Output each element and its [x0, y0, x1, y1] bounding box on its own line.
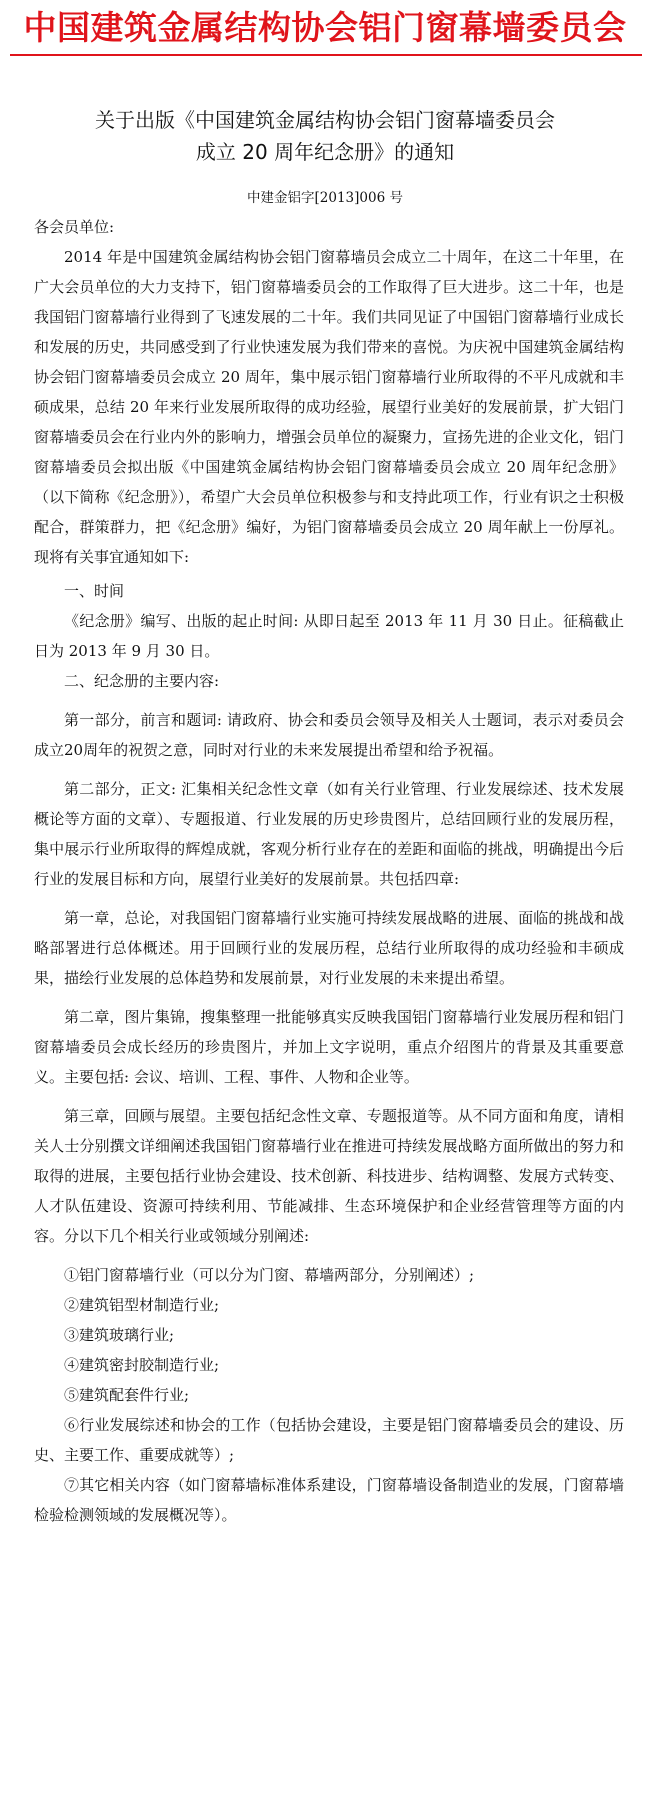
salutation: 各会员单位: — [34, 218, 115, 236]
list-item-1: ①铝门窗幕墙行业（可以分为门窗、幕墙两部分，分别阐述）; — [64, 1266, 475, 1284]
notice-title-line-1: 关于出版《中国建筑金属结构协会铝门窗幕墙委员会 — [95, 108, 555, 132]
section-2-heading: 二、纪念册的主要内容: — [64, 672, 220, 690]
part-1-paragraph: 第一部分，前言和题词: 请政府、协会和委员会领导及相关人士题词，表示对委员会成立20周年的祝贺之意，同时对行业的未来发展提出希望和给予祝福。 — [34, 711, 624, 759]
notice-title-line-2: 成立 20 周年纪念册》的通知 — [195, 140, 455, 164]
masthead-title: 中国建筑金属结构协会铝门窗幕墙委员会 — [23, 8, 627, 47]
chapter-3-paragraph: 第三章，回顾与展望。主要包括纪念性文章、专题报道等。从不同方面和角度，请相关人士分别撰文详细阐述我国铝门窗幕墙行业在推进可持续发展战略方面所做出的努力和取得的进展，主要包括行业协会建设、技术创新、科技进步、结构调整、发展方式转变、人才队伍建设、资源可持续利用、节能减排、生态环境保护和企业经营管理等方面的内容。分以下几个相关行业或领域分别阐述: — [34, 1107, 624, 1245]
part-2-paragraph: 第二部分，正文: 汇集相关纪念性文章（如有关行业管理、行业发展综述、技术发展概论等方面的文章）、专题报道、行业发展的历史珍贵图片，总结回顾行业的发展历程，集中展示行业所取得的辉煌成就，客观分析行业存在的差距和面临的挑战，明确提出今后行业的发展目标和方向，展望行业美好的发展前景。共包括四章: — [34, 780, 624, 888]
list-item-7: ⑦其它相关内容（如门窗幕墙标准体系建设，门窗幕墙设备制造业的发展，门窗幕墙检验检测领域的发展概况等）。 — [34, 1476, 624, 1524]
chapter-2-paragraph: 第二章，图片集锦，搜集整理一批能够真实反映我国铝门窗幕墙行业发展历程和铝门窗幕墙委员会成长经历的珍贵图片，并加上文字说明，重点介绍图片的背景及其重要意义。主要包括: 会议、培训、工程、事件、人物和企业等。 — [34, 1008, 624, 1086]
list-item-5: ⑤建筑配套件行业; — [64, 1386, 190, 1404]
section-1-text: 《纪念册》编写、出版的起止时间: 从即日起至 2013 年 11 月 30 日止。征稿截止日为 2013 年 9 月 30 日。 — [34, 612, 624, 660]
document-number: 中建金铝字[2013]006 号 — [247, 190, 403, 206]
chapter-1-paragraph: 第一章，总论，对我国铝门窗幕墙行业实施可持续发展战略的进展、面临的挑战和战略部署进行总体概述。用于回顾行业的发展历程，总结行业所取得的成功经验和丰硕成果，描绘行业发展的总体趋势和发展前景，对行业发展的未来提出希望。 — [34, 909, 624, 987]
list-item-3: ③建筑玻璃行业; — [64, 1326, 175, 1344]
list-item-4: ④建筑密封胶制造行业; — [64, 1356, 220, 1374]
notice-body — [34, 212, 624, 1530]
intro-paragraph: 2014 年是中国建筑金属结构协会铝门窗幕墙员会成立二十周年，在这二十年里，在广大会员单位的大力支持下，铝门窗幕墙委员会的工作取得了巨大进步。这二十年，也是我国铝门窗幕墙行业得到了飞速发展的二十年。我们共同见证了中国铝门窗幕墙行业成长和发展的历史，共同感受到了行业快速发展为我们带来的喜悦。为庆祝中国建筑金属结构协会铝门窗幕墙委员会成立 20 周年，集中展示铝门窗幕墙行业所取得的不平凡成就和丰硕成果，总结 20 年来行业发展所取得的成功经验，展望行业美好的发展前景，扩大铝门窗幕墙委员会在行业内外的影响力，增强会员单位的凝聚力，宣扬先进的企业文化，铝门窗幕墙委员会拟出版《中国建筑金属结构协会铝门窗幕墙委员会成立 20 周年纪念册》（以下简称《纪念册》），希望广大会员单位积极参与和支持此项工作，行业有识之士积极配合，群策群力，把《纪念册》编好，为铝门窗幕墙委员会成立 20 周年献上一份厚礼。现将有关事宜通知如下: — [34, 248, 624, 566]
list-item-2: ②建筑铝型材制造行业; — [64, 1296, 220, 1314]
list-item-6: ⑥行业发展综述和协会的工作（包括协会建设，主要是铝门窗幕墙委员会的建设、历史、主要工作、重要成就等）; — [34, 1416, 624, 1464]
red-divider-line — [10, 54, 642, 56]
section-1-heading: 一、时间 — [64, 582, 125, 600]
